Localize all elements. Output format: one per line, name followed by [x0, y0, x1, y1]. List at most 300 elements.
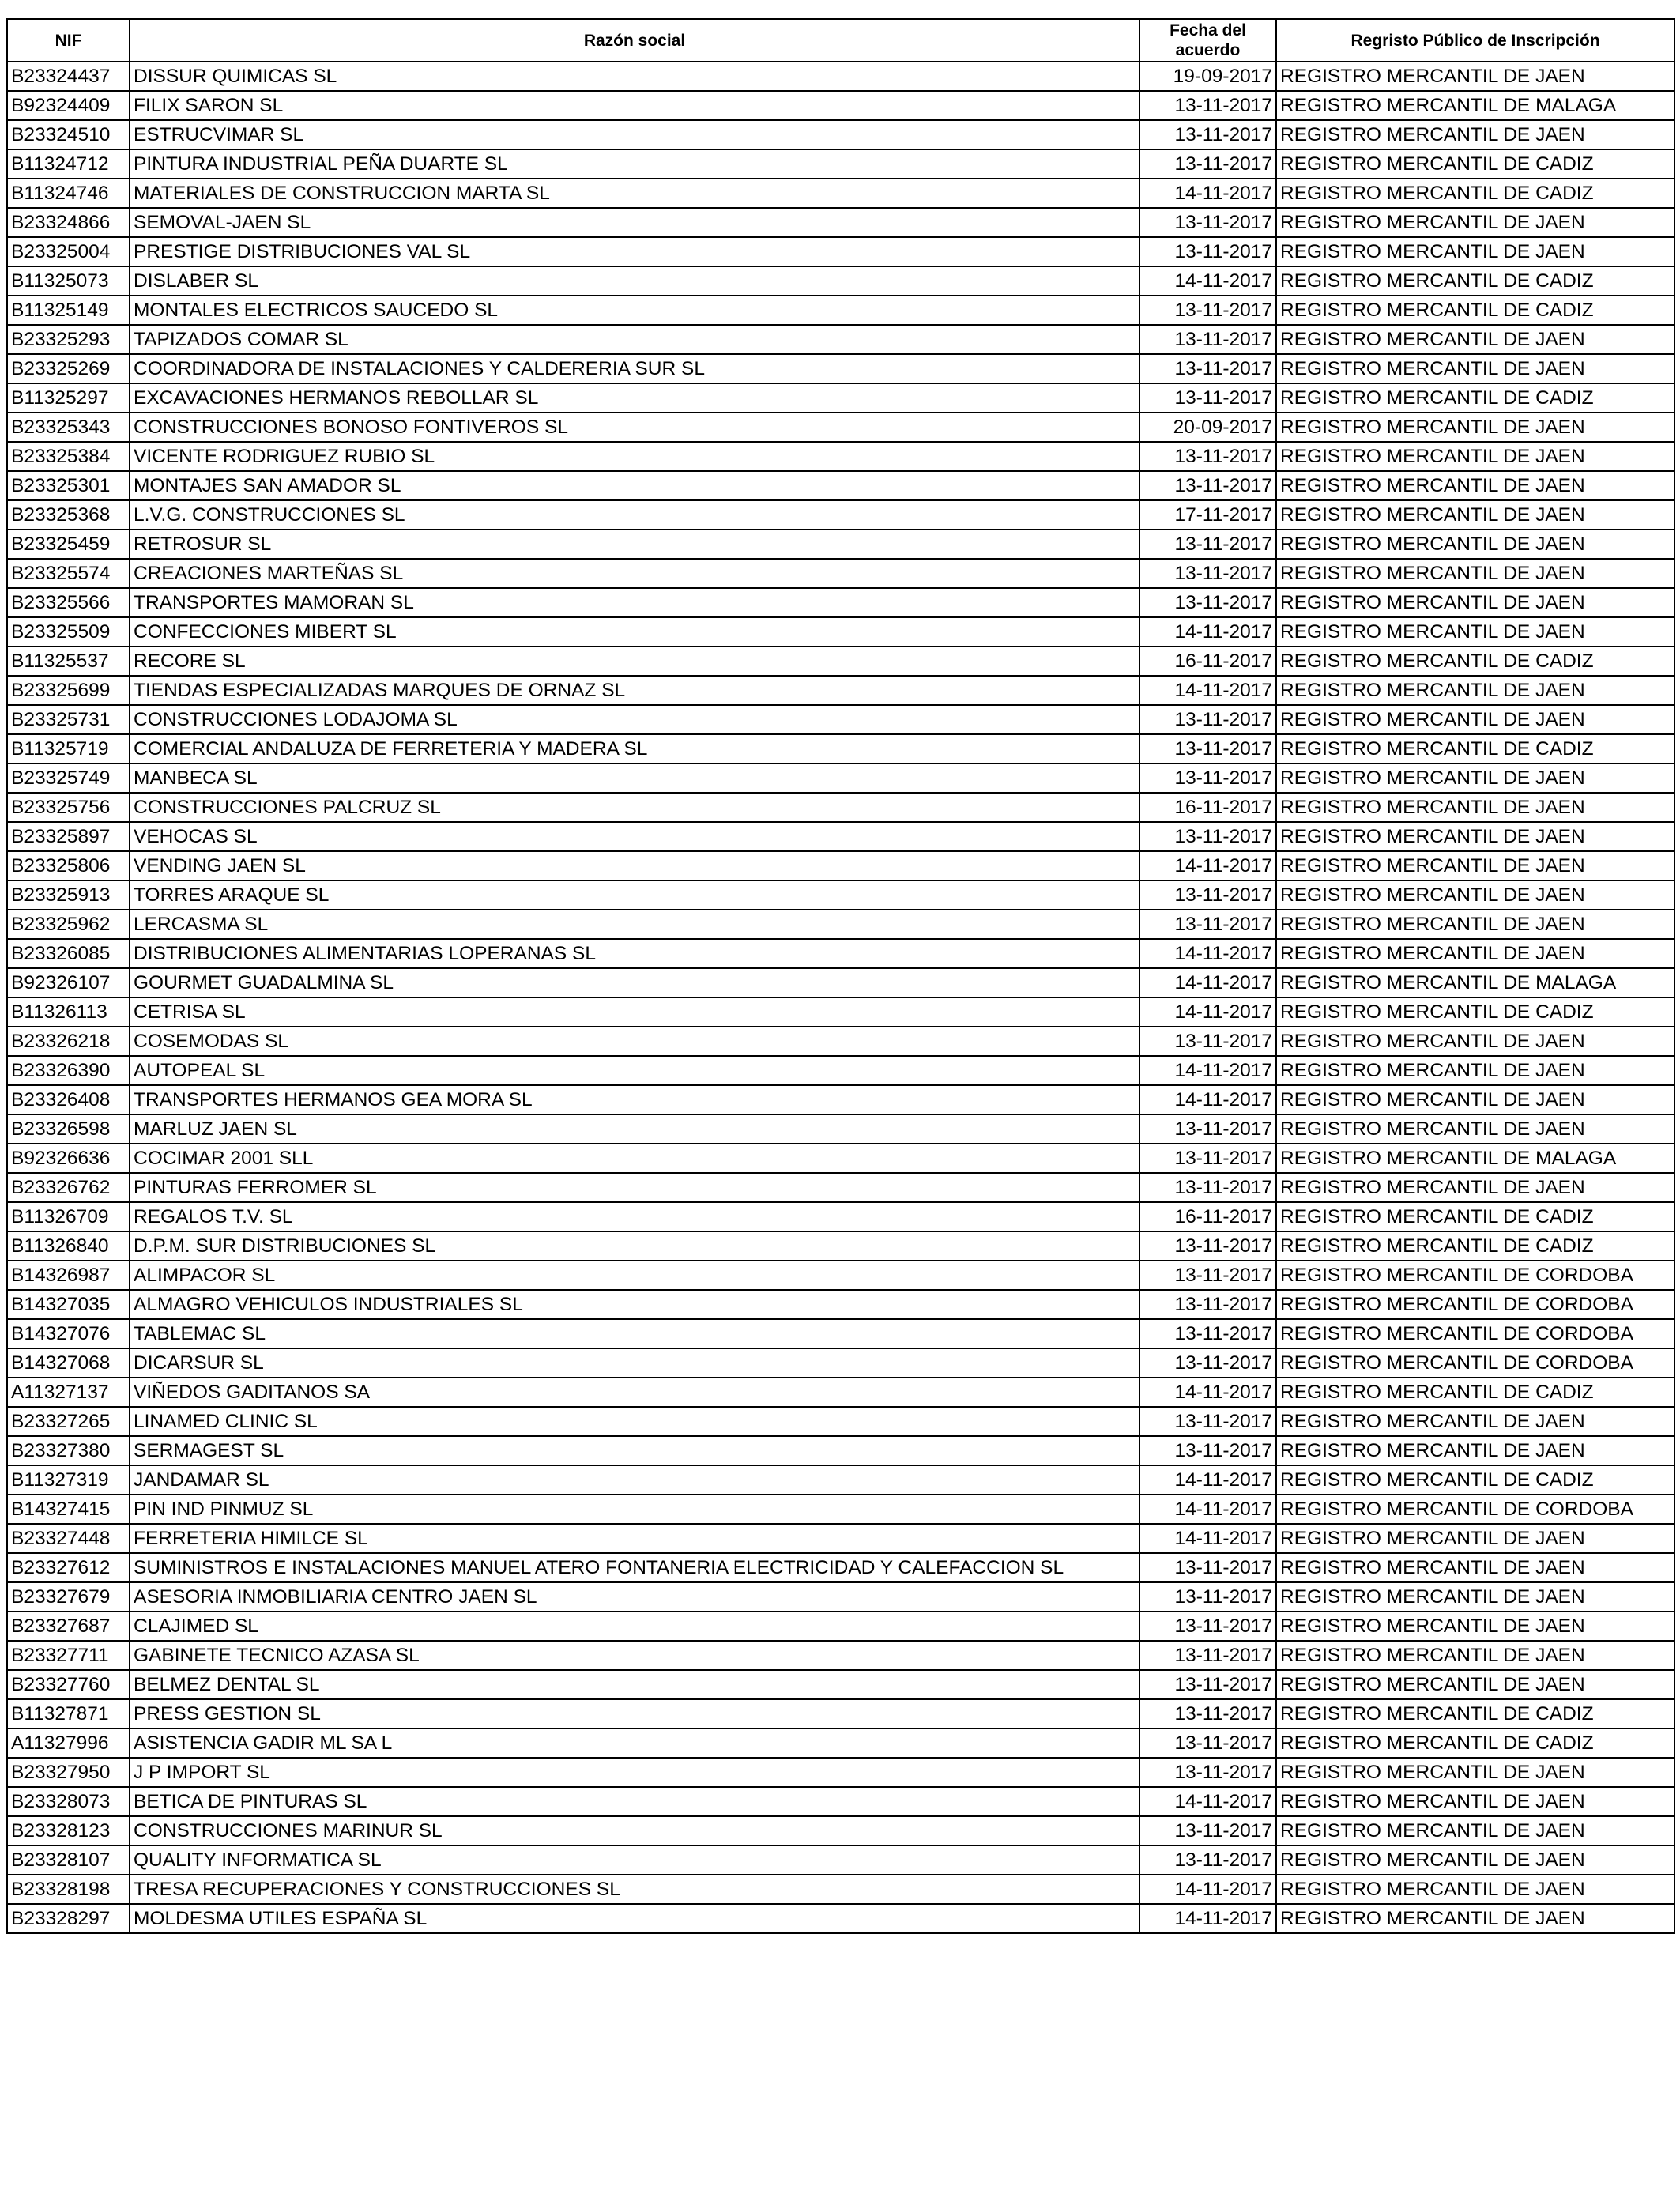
registry-cell: REGISTRO MERCANTIL DE JAEN [1276, 62, 1674, 91]
registry-cell: REGISTRO MERCANTIL DE CADIZ [1276, 296, 1674, 325]
registry-cell: REGISTRO MERCANTIL DE JAEN [1276, 1670, 1674, 1699]
header-row [7, 19, 1674, 62]
date-cell: 13-11-2017 [1139, 1173, 1276, 1202]
table-row [7, 1378, 1674, 1407]
date-cell: 13-11-2017 [1139, 296, 1276, 325]
registry-cell: REGISTRO MERCANTIL DE JAEN [1276, 354, 1674, 383]
registry-cell: REGISTRO MERCANTIL DE JAEN [1276, 237, 1674, 266]
registry-cell: REGISTRO MERCANTIL DE JAEN [1276, 471, 1674, 500]
registry-cell: REGISTRO MERCANTIL DE JAEN [1276, 617, 1674, 647]
date-cell: 14-11-2017 [1139, 266, 1276, 296]
registry-cell: REGISTRO MERCANTIL DE JAEN [1276, 325, 1674, 354]
registry-cell: REGISTRO MERCANTIL DE JAEN [1276, 559, 1674, 588]
registry-cell: REGISTRO MERCANTIL DE JAEN [1276, 939, 1674, 968]
name-cell: BETICA DE PINTURAS SL [130, 1787, 1139, 1816]
registry-cell: REGISTRO MERCANTIL DE JAEN [1276, 1904, 1674, 1933]
table-row [7, 1670, 1674, 1699]
date-cell: 13-11-2017 [1139, 1641, 1276, 1670]
registry-cell: REGISTRO MERCANTIL DE CORDOBA [1276, 1319, 1674, 1348]
date-cell: 14-11-2017 [1139, 968, 1276, 997]
name-cell: QUALITY INFORMATICA SL [130, 1845, 1139, 1875]
nif-cell: B23325509 [7, 617, 130, 647]
nif-cell: B11326113 [7, 997, 130, 1027]
companies-table [6, 18, 1675, 1934]
table-row [7, 1407, 1674, 1436]
name-cell: LERCASMA SL [130, 910, 1139, 939]
date-cell: 14-11-2017 [1139, 1056, 1276, 1085]
nif-cell: B23326408 [7, 1085, 130, 1114]
date-cell: 13-11-2017 [1139, 120, 1276, 149]
nif-cell: B23325343 [7, 413, 130, 442]
date-cell: 16-11-2017 [1139, 793, 1276, 822]
table-row [7, 1436, 1674, 1465]
date-cell: 14-11-2017 [1139, 1495, 1276, 1524]
table-row [7, 1787, 1674, 1816]
nif-cell: B23328073 [7, 1787, 130, 1816]
date-cell: 20-09-2017 [1139, 413, 1276, 442]
nif-cell: B11325297 [7, 383, 130, 413]
name-cell: VENDING JAEN SL [130, 851, 1139, 880]
nif-cell: B23325749 [7, 763, 130, 793]
registry-cell: REGISTRO MERCANTIL DE CADIZ [1276, 266, 1674, 296]
registry-cell: REGISTRO MERCANTIL DE CADIZ [1276, 179, 1674, 208]
table-row [7, 1202, 1674, 1231]
table-row [7, 676, 1674, 705]
nif-cell: B23325384 [7, 442, 130, 471]
name-cell: CONSTRUCCIONES PALCRUZ SL [130, 793, 1139, 822]
nif-cell: B23328123 [7, 1816, 130, 1845]
name-cell: GABINETE TECNICO AZASA SL [130, 1641, 1139, 1670]
date-cell: 14-11-2017 [1139, 997, 1276, 1027]
name-cell: RETROSUR SL [130, 530, 1139, 559]
name-cell: D.P.M. SUR DISTRIBUCIONES SL [130, 1231, 1139, 1261]
name-cell: CONSTRUCCIONES MARINUR SL [130, 1816, 1139, 1845]
name-cell: JANDAMAR SL [130, 1465, 1139, 1495]
registry-cell: REGISTRO MERCANTIL DE JAEN [1276, 851, 1674, 880]
date-cell: 13-11-2017 [1139, 1436, 1276, 1465]
name-cell: EXCAVACIONES HERMANOS REBOLLAR SL [130, 383, 1139, 413]
name-cell: TRANSPORTES HERMANOS GEA MORA SL [130, 1085, 1139, 1114]
name-cell: SEMOVAL-JAEN SL [130, 208, 1139, 237]
name-cell: ALMAGRO VEHICULOS INDUSTRIALES SL [130, 1290, 1139, 1319]
table-row [7, 617, 1674, 647]
date-cell: 13-11-2017 [1139, 1407, 1276, 1436]
date-cell: 13-11-2017 [1139, 442, 1276, 471]
nif-cell: B92326636 [7, 1144, 130, 1173]
date-cell: 13-11-2017 [1139, 91, 1276, 120]
table-row [7, 705, 1674, 734]
table-row [7, 91, 1674, 120]
nif-cell: B23325293 [7, 325, 130, 354]
registry-cell: REGISTRO MERCANTIL DE CADIZ [1276, 734, 1674, 763]
table-row [7, 793, 1674, 822]
table-row [7, 296, 1674, 325]
name-cell: ESTRUCVIMAR SL [130, 120, 1139, 149]
table-body [7, 62, 1674, 1933]
name-cell: VIÑEDOS GADITANOS SA [130, 1378, 1139, 1407]
nif-cell: B23327265 [7, 1407, 130, 1436]
table-row [7, 1816, 1674, 1845]
name-cell: ASESORIA INMOBILIARIA CENTRO JAEN SL [130, 1582, 1139, 1612]
date-cell: 13-11-2017 [1139, 1261, 1276, 1290]
date-cell: 13-11-2017 [1139, 1582, 1276, 1612]
table-row [7, 1290, 1674, 1319]
registry-cell: REGISTRO MERCANTIL DE JAEN [1276, 1085, 1674, 1114]
name-cell: MONTALES ELECTRICOS SAUCEDO SL [130, 296, 1139, 325]
date-cell: 19-09-2017 [1139, 62, 1276, 91]
table-row [7, 179, 1674, 208]
nif-cell: B23328107 [7, 1845, 130, 1875]
registry-cell: REGISTRO MERCANTIL DE JAEN [1276, 1845, 1674, 1875]
name-cell: ASISTENCIA GADIR ML SA L [130, 1728, 1139, 1758]
table-row [7, 208, 1674, 237]
registry-cell: REGISTRO MERCANTIL DE MALAGA [1276, 91, 1674, 120]
nif-cell: B23325459 [7, 530, 130, 559]
table-header [7, 19, 1674, 62]
nif-cell: B92324409 [7, 91, 130, 120]
name-cell: SERMAGEST SL [130, 1436, 1139, 1465]
name-cell: MONTAJES SAN AMADOR SL [130, 471, 1139, 500]
date-cell: 13-11-2017 [1139, 1231, 1276, 1261]
name-cell: COMERCIAL ANDALUZA DE FERRETERIA Y MADERA SL [130, 734, 1139, 763]
registry-cell: REGISTRO MERCANTIL DE CORDOBA [1276, 1348, 1674, 1378]
table-row [7, 880, 1674, 910]
nif-cell: B23325756 [7, 793, 130, 822]
registry-cell: REGISTRO MERCANTIL DE CADIZ [1276, 1202, 1674, 1231]
date-cell: 14-11-2017 [1139, 1465, 1276, 1495]
name-cell: MATERIALES DE CONSTRUCCION MARTA SL [130, 179, 1139, 208]
date-cell: 14-11-2017 [1139, 617, 1276, 647]
registry-cell: REGISTRO MERCANTIL DE CADIZ [1276, 149, 1674, 179]
name-cell: MOLDESMA UTILES ESPAÑA SL [130, 1904, 1139, 1933]
nif-cell: B11324712 [7, 149, 130, 179]
table-row [7, 149, 1674, 179]
date-cell: 13-11-2017 [1139, 1027, 1276, 1056]
registry-cell: REGISTRO MERCANTIL DE JAEN [1276, 120, 1674, 149]
registry-cell: REGISTRO MERCANTIL DE JAEN [1276, 208, 1674, 237]
nif-cell: B23326598 [7, 1114, 130, 1144]
date-cell: 13-11-2017 [1139, 383, 1276, 413]
date-cell: 14-11-2017 [1139, 939, 1276, 968]
name-cell: PINTURAS FERROMER SL [130, 1173, 1139, 1202]
name-cell: BELMEZ DENTAL SL [130, 1670, 1139, 1699]
name-cell: COCIMAR 2001 SLL [130, 1144, 1139, 1173]
registry-cell: REGISTRO MERCANTIL DE MALAGA [1276, 1144, 1674, 1173]
date-cell: 14-11-2017 [1139, 1524, 1276, 1553]
name-cell: MANBECA SL [130, 763, 1139, 793]
table-row [7, 1699, 1674, 1728]
nif-cell: B92326107 [7, 968, 130, 997]
nif-cell: B23327950 [7, 1758, 130, 1787]
name-cell: DISSUR QUIMICAS SL [130, 62, 1139, 91]
date-cell: 13-11-2017 [1139, 1670, 1276, 1699]
date-cell: 14-11-2017 [1139, 676, 1276, 705]
nif-cell: B23325897 [7, 822, 130, 851]
table-row [7, 1231, 1674, 1261]
date-cell: 13-11-2017 [1139, 208, 1276, 237]
registry-cell: REGISTRO MERCANTIL DE JAEN [1276, 1553, 1674, 1582]
table-row [7, 968, 1674, 997]
name-cell: LINAMED CLINIC SL [130, 1407, 1139, 1436]
registry-cell: REGISTRO MERCANTIL DE JAEN [1276, 442, 1674, 471]
table-row [7, 1612, 1674, 1641]
name-cell: PINTURA INDUSTRIAL PEÑA DUARTE SL [130, 149, 1139, 179]
date-cell: 13-11-2017 [1139, 1612, 1276, 1641]
name-cell: SUMINISTROS E INSTALACIONES MANUEL ATERO FONTANERIA ELECTRICIDAD Y CALEFACCION SL [130, 1553, 1139, 1582]
nif-cell: B11325149 [7, 296, 130, 325]
table-row [7, 910, 1674, 939]
registry-cell: REGISTRO MERCANTIL DE JAEN [1276, 500, 1674, 530]
table-row [7, 500, 1674, 530]
date-cell: 13-11-2017 [1139, 1816, 1276, 1845]
date-cell: 13-11-2017 [1139, 1290, 1276, 1319]
nif-cell: B23327711 [7, 1641, 130, 1670]
date-cell: 13-11-2017 [1139, 237, 1276, 266]
date-cell: 13-11-2017 [1139, 559, 1276, 588]
date-cell: 13-11-2017 [1139, 354, 1276, 383]
nif-cell: B23325004 [7, 237, 130, 266]
registry-cell: REGISTRO MERCANTIL DE CADIZ [1276, 383, 1674, 413]
table-row [7, 1085, 1674, 1114]
name-cell: FILIX SARON SL [130, 91, 1139, 120]
nif-cell: B11325073 [7, 266, 130, 296]
date-cell: 13-11-2017 [1139, 910, 1276, 939]
nif-cell: B23326762 [7, 1173, 130, 1202]
nif-cell: B23324510 [7, 120, 130, 149]
nif-cell: B14327076 [7, 1319, 130, 1348]
registry-cell: REGISTRO MERCANTIL DE JAEN [1276, 1524, 1674, 1553]
name-cell: CONFECCIONES MIBERT SL [130, 617, 1139, 647]
nif-cell: B11325537 [7, 647, 130, 676]
table-row [7, 325, 1674, 354]
registry-cell: REGISTRO MERCANTIL DE JAEN [1276, 822, 1674, 851]
registry-cell: REGISTRO MERCANTIL DE JAEN [1276, 763, 1674, 793]
registry-cell: REGISTRO MERCANTIL DE JAEN [1276, 1612, 1674, 1641]
table-row [7, 1758, 1674, 1787]
nif-cell: B23325731 [7, 705, 130, 734]
date-cell: 13-11-2017 [1139, 1144, 1276, 1173]
nif-cell: B23325699 [7, 676, 130, 705]
nif-cell: B23328297 [7, 1904, 130, 1933]
name-cell: REGALOS T.V. SL [130, 1202, 1139, 1231]
table-row [7, 1582, 1674, 1612]
registry-cell: REGISTRO MERCANTIL DE JAEN [1276, 1787, 1674, 1816]
name-cell: TABLEMAC SL [130, 1319, 1139, 1348]
name-cell: DISTRIBUCIONES ALIMENTARIAS LOPERANAS SL [130, 939, 1139, 968]
date-cell: 14-11-2017 [1139, 1787, 1276, 1816]
date-cell: 14-11-2017 [1139, 1904, 1276, 1933]
registry-cell: REGISTRO MERCANTIL DE JAEN [1276, 1875, 1674, 1904]
name-cell: TRESA RECUPERACIONES Y CONSTRUCCIONES SL [130, 1875, 1139, 1904]
name-cell: AUTOPEAL SL [130, 1056, 1139, 1085]
header-razon-social: Razón social [130, 19, 1139, 62]
table-row [7, 1348, 1674, 1378]
table-row [7, 266, 1674, 296]
registry-cell: REGISTRO MERCANTIL DE CADIZ [1276, 647, 1674, 676]
registry-cell: REGISTRO MERCANTIL DE JAEN [1276, 1641, 1674, 1670]
nif-cell: B23327380 [7, 1436, 130, 1465]
table-row [7, 1144, 1674, 1173]
name-cell: CLAJIMED SL [130, 1612, 1139, 1641]
table-row [7, 559, 1674, 588]
date-cell: 17-11-2017 [1139, 500, 1276, 530]
date-cell: 13-11-2017 [1139, 471, 1276, 500]
table-row [7, 1524, 1674, 1553]
nif-cell: B14326987 [7, 1261, 130, 1290]
table-row [7, 1845, 1674, 1875]
registry-cell: REGISTRO MERCANTIL DE JAEN [1276, 413, 1674, 442]
name-cell: J P IMPORT SL [130, 1758, 1139, 1787]
table-row [7, 237, 1674, 266]
table-row [7, 1495, 1674, 1524]
table-row [7, 647, 1674, 676]
registry-cell: REGISTRO MERCANTIL DE CORDOBA [1276, 1290, 1674, 1319]
name-cell: PIN IND PINMUZ SL [130, 1495, 1139, 1524]
date-cell: 13-11-2017 [1139, 1553, 1276, 1582]
header-fecha-line2: acuerdo [1175, 41, 1241, 59]
date-cell: 13-11-2017 [1139, 1728, 1276, 1758]
nif-cell: B11324746 [7, 179, 130, 208]
table-row [7, 354, 1674, 383]
name-cell: COORDINADORA DE INSTALACIONES Y CALDERERIA SUR SL [130, 354, 1139, 383]
date-cell: 13-11-2017 [1139, 149, 1276, 179]
table-row [7, 1261, 1674, 1290]
date-cell: 13-11-2017 [1139, 1758, 1276, 1787]
table-row [7, 1027, 1674, 1056]
name-cell: DICARSUR SL [130, 1348, 1139, 1378]
name-cell: L.V.G. CONSTRUCCIONES SL [130, 500, 1139, 530]
registry-cell: REGISTRO MERCANTIL DE CADIZ [1276, 997, 1674, 1027]
document-page [6, 18, 1675, 1934]
nif-cell: B23325913 [7, 880, 130, 910]
date-cell: 13-11-2017 [1139, 530, 1276, 559]
header-fecha-line1: Fecha del [1170, 21, 1246, 40]
nif-cell: B23327687 [7, 1612, 130, 1641]
nif-cell: B23325962 [7, 910, 130, 939]
name-cell: VEHOCAS SL [130, 822, 1139, 851]
nif-cell: B23325301 [7, 471, 130, 500]
name-cell: CREACIONES MARTEÑAS SL [130, 559, 1139, 588]
table-row [7, 1319, 1674, 1348]
nif-cell: B23324866 [7, 208, 130, 237]
table-row [7, 588, 1674, 617]
date-cell: 13-11-2017 [1139, 588, 1276, 617]
nif-cell: B11326709 [7, 1202, 130, 1231]
name-cell: ALIMPACOR SL [130, 1261, 1139, 1290]
nif-cell: B14327068 [7, 1348, 130, 1378]
table-row [7, 1728, 1674, 1758]
name-cell: RECORE SL [130, 647, 1139, 676]
table-row [7, 383, 1674, 413]
nif-cell: B23325574 [7, 559, 130, 588]
name-cell: FERRETERIA HIMILCE SL [130, 1524, 1139, 1553]
nif-cell: B23325806 [7, 851, 130, 880]
header-registro: Regristo Público de Inscripción [1276, 19, 1674, 62]
name-cell: PRESS GESTION SL [130, 1699, 1139, 1728]
registry-cell: REGISTRO MERCANTIL DE JAEN [1276, 1027, 1674, 1056]
nif-cell: B11327871 [7, 1699, 130, 1728]
nif-cell: B23328198 [7, 1875, 130, 1904]
date-cell: 13-11-2017 [1139, 1348, 1276, 1378]
nif-cell: B23325566 [7, 588, 130, 617]
nif-cell: A11327137 [7, 1378, 130, 1407]
date-cell: 13-11-2017 [1139, 734, 1276, 763]
nif-cell: B23325269 [7, 354, 130, 383]
nif-cell: B23326390 [7, 1056, 130, 1085]
registry-cell: REGISTRO MERCANTIL DE CADIZ [1276, 1728, 1674, 1758]
date-cell: 13-11-2017 [1139, 325, 1276, 354]
name-cell: TORRES ARAQUE SL [130, 880, 1139, 910]
registry-cell: REGISTRO MERCANTIL DE MALAGA [1276, 968, 1674, 997]
registry-cell: REGISTRO MERCANTIL DE JAEN [1276, 880, 1674, 910]
table-row [7, 1553, 1674, 1582]
table-row [7, 1641, 1674, 1670]
date-cell: 13-11-2017 [1139, 1319, 1276, 1348]
nif-cell: B23326218 [7, 1027, 130, 1056]
nif-cell: B11325719 [7, 734, 130, 763]
table-row [7, 530, 1674, 559]
date-cell: 13-11-2017 [1139, 1845, 1276, 1875]
registry-cell: REGISTRO MERCANTIL DE CADIZ [1276, 1465, 1674, 1495]
nif-cell: B23327612 [7, 1553, 130, 1582]
table-row [7, 442, 1674, 471]
date-cell: 14-11-2017 [1139, 179, 1276, 208]
nif-cell: B23327448 [7, 1524, 130, 1553]
name-cell: PRESTIGE DISTRIBUCIONES VAL SL [130, 237, 1139, 266]
registry-cell: REGISTRO MERCANTIL DE CADIZ [1276, 1378, 1674, 1407]
nif-cell: B23324437 [7, 62, 130, 91]
name-cell: CONSTRUCCIONES LODAJOMA SL [130, 705, 1139, 734]
date-cell: 16-11-2017 [1139, 1202, 1276, 1231]
date-cell: 13-11-2017 [1139, 763, 1276, 793]
date-cell: 13-11-2017 [1139, 822, 1276, 851]
table-row [7, 822, 1674, 851]
registry-cell: REGISTRO MERCANTIL DE JAEN [1276, 1582, 1674, 1612]
table-row [7, 851, 1674, 880]
registry-cell: REGISTRO MERCANTIL DE JAEN [1276, 530, 1674, 559]
nif-cell: B23327760 [7, 1670, 130, 1699]
table-row [7, 1875, 1674, 1904]
name-cell: DISLABER SL [130, 266, 1139, 296]
name-cell: TRANSPORTES MAMORAN SL [130, 588, 1139, 617]
name-cell: GOURMET GUADALMINA SL [130, 968, 1139, 997]
table-row [7, 997, 1674, 1027]
table-row [7, 1056, 1674, 1085]
registry-cell: REGISTRO MERCANTIL DE JAEN [1276, 1816, 1674, 1845]
name-cell: CONSTRUCCIONES BONOSO FONTIVEROS SL [130, 413, 1139, 442]
table-row [7, 1904, 1674, 1933]
date-cell: 13-11-2017 [1139, 1699, 1276, 1728]
table-row [7, 1114, 1674, 1144]
registry-cell: REGISTRO MERCANTIL DE JAEN [1276, 1758, 1674, 1787]
header-nif: NIF [7, 19, 130, 62]
registry-cell: REGISTRO MERCANTIL DE JAEN [1276, 676, 1674, 705]
table-row [7, 62, 1674, 91]
date-cell: 14-11-2017 [1139, 1875, 1276, 1904]
nif-cell: B23326085 [7, 939, 130, 968]
date-cell: 16-11-2017 [1139, 647, 1276, 676]
name-cell: TAPIZADOS COMAR SL [130, 325, 1139, 354]
registry-cell: REGISTRO MERCANTIL DE JAEN [1276, 1173, 1674, 1202]
date-cell: 13-11-2017 [1139, 705, 1276, 734]
name-cell: TIENDAS ESPECIALIZADAS MARQUES DE ORNAZ SL [130, 676, 1139, 705]
nif-cell: B11326840 [7, 1231, 130, 1261]
table-row [7, 413, 1674, 442]
name-cell: COSEMODAS SL [130, 1027, 1139, 1056]
registry-cell: REGISTRO MERCANTIL DE JAEN [1276, 1114, 1674, 1144]
registry-cell: REGISTRO MERCANTIL DE CORDOBA [1276, 1495, 1674, 1524]
table-row [7, 1173, 1674, 1202]
